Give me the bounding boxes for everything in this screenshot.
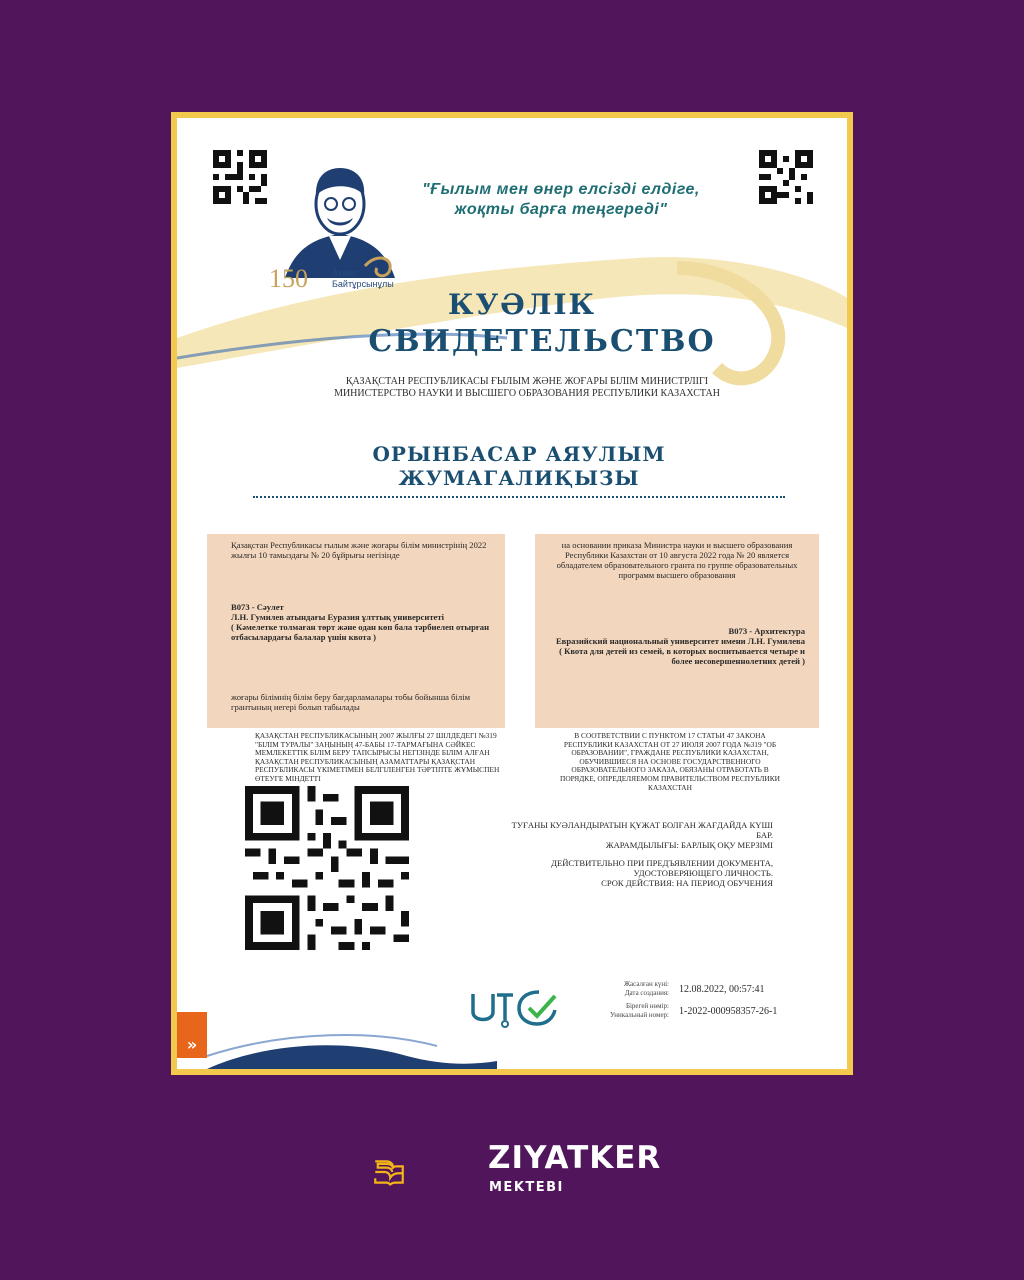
created-value: 12.08.2022, 00:57:41 — [679, 984, 765, 995]
certificate-frame — [171, 112, 853, 1075]
footnote-kz: ҚАЗАҚСТАН РЕСПУБЛИКАСЫНЫҢ 2007 ЖЫЛҒЫ 27 ШІЛДЕДЕГІ №319 "БІЛІМ ТУРАЛЫ" ЗАҢЫНЫҢ 47-БАБЫ 17-ТАРМАҒЫНА СӘЙКЕС МЕМЛЕКЕТТІК БІЛІМ БЕРУ ТАПСЫРЫСЫ НЕГІЗІНДЕ БІЛІМ АЛҒАН ҚАЗАҚСТАН РЕСПУБЛИКАСЫНЫҢ АЗАМАТТАРЫ ҚАЗАҚСТАН РЕСПУБЛИКАСЫ ҮКІМЕТІМЕН БЕЛГІЛЕНГЕН ТӘРТІПТЕ ЖҰМЫСПЕН ӨТЕУГЕ МІНДЕТТІ — [255, 731, 500, 783]
qr-code-top-left — [213, 150, 267, 204]
grant-panel-kz — [207, 534, 505, 728]
jubilee-number: 150 — [269, 264, 308, 293]
jubilee-name: Ахмет Байтұрсынұлы — [332, 268, 394, 289]
holder-name: ОРЫНБАСАР АЯУЛЫМ ЖУМАГАЛИҚЫЗЫ — [253, 442, 785, 498]
validity-kz: ТУҒАНЫ КУӘЛАНДЫРАТЫН ҚҰЖАТ БОЛҒАН ЖАҒДАЙДА КҮШІ БАР. ЖАРАМДЫЛЫҒЫ: БАРЛЫҚ ОҚУ МЕРЗІМІ — [511, 820, 773, 850]
ziyatker-logo-icon — [374, 1132, 474, 1212]
title-kz: КУӘЛІК — [448, 288, 596, 321]
brand-subtitle: MEKTEBI — [489, 1180, 564, 1195]
footnote-ru: В СООТВЕТСТВИИ С ПУНКТОМ 17 СТАТЬИ 47 ЗАКОНА РЕСПУБЛИКИ КАЗАХСТАН ОТ 27 ИЮЛЯ 2007 ГОДА №319 "ОБ ОБРАЗОВАНИИ", ГРАЖДАНЕ РЕСПУБЛИКИ КАЗАХСТАН, ОБУЧИВШИЕСЯ НА ОСНОВЕ ГОСУДАРСТВЕННОГО ОБРАЗОВАТЕЛЬНОГО ЗАКАЗА, ОБЯЗАНЫ ОТРАБОТАТЬ В ПОРЯДКЕ, ОПРЕДЕЛЯЕМОМ ПРАВИТЕЛЬСТВОМ РЕСПУБЛИКИ КАЗАХСТАН — [559, 731, 780, 792]
title-ru: СВИДЕТЕЛЬСТВО — [368, 324, 716, 359]
brand-name: ZIYATKER — [488, 1140, 662, 1176]
ministry-name — [297, 376, 757, 400]
certificate-document — [177, 118, 847, 1069]
qr-code-main — [245, 786, 409, 950]
program-ru: B073 - Архитектура Евразийский национальный университет имени Л.Н. Гумилева ( Квота для детей из семей, в которых воспитывается четыре и более несовершеннолетних детей ) — [555, 626, 805, 666]
ministry-ru: МИНИСТЕРСТВО НАУКИ И ВЫСШЕГО ОБРАЗОВАНИЯ РЕСПУБЛИКИ КАЗАХСТАН — [334, 388, 720, 399]
grant-statement-kz: жоғары білімнің білім беру бағдарламалары тобы бойынша білім грантының иегері болып табылады — [231, 692, 471, 712]
validity-ru: ДЕЙСТВИТЕЛЬНО ПРИ ПРЕДЪЯВЛЕНИИ ДОКУМЕНТА, УДОСТОВЕРЯЮЩЕГО ЛИЧНОСТЬ. СРОК ДЕЙСТВИЯ: НА ПЕРИОД ОБУЧЕНИЯ — [551, 858, 773, 888]
arrow-tab: » — [177, 1012, 207, 1058]
id-label: Бірегей нөмір: Уникальный номер: — [609, 1002, 669, 1019]
basis-kz: Қазақстан Республикасы ғылым және жоғары білім министрінің 2022 жылғы 10 тамыздағы № 20 бұйрығы негізінде — [231, 540, 487, 560]
decorative-bottom-wave — [177, 1006, 497, 1069]
motto: "Ғылым мен өнер елсізді елдіге, жоқты барға теңгереді" — [422, 181, 700, 218]
id-value: 1-2022-000958357-26-1 — [679, 1006, 778, 1017]
qr-code-top-right — [759, 150, 813, 204]
ministry-kz: ҚАЗАҚСТАН РЕСПУБЛИКАСЫ ҒЫЛЫМ ЖӘНЕ ЖОҒАРЫ БІЛІМ МИНИСТРЛІГІ — [345, 376, 709, 387]
grant-panel-ru — [535, 534, 819, 728]
program-kz: B073 - Сәулет Л.Н. Гумилев атындағы Еуразия ұлттық университеті ( Кәмелетке толмаған төрт және одан көп бала тәрбиелеп отырған отбасылардағы балалар үшін квота ) — [231, 602, 490, 642]
created-label: Жасалған күні: Дата создания: — [623, 980, 669, 997]
basis-ru: на основании приказа Министра науки и высшего образования Республики Казахстан от 10 августа 2022 года № 20 является обладателем образовательного гранта по группе образовательных программ высшего образования — [556, 540, 798, 580]
validity-note — [497, 820, 773, 888]
